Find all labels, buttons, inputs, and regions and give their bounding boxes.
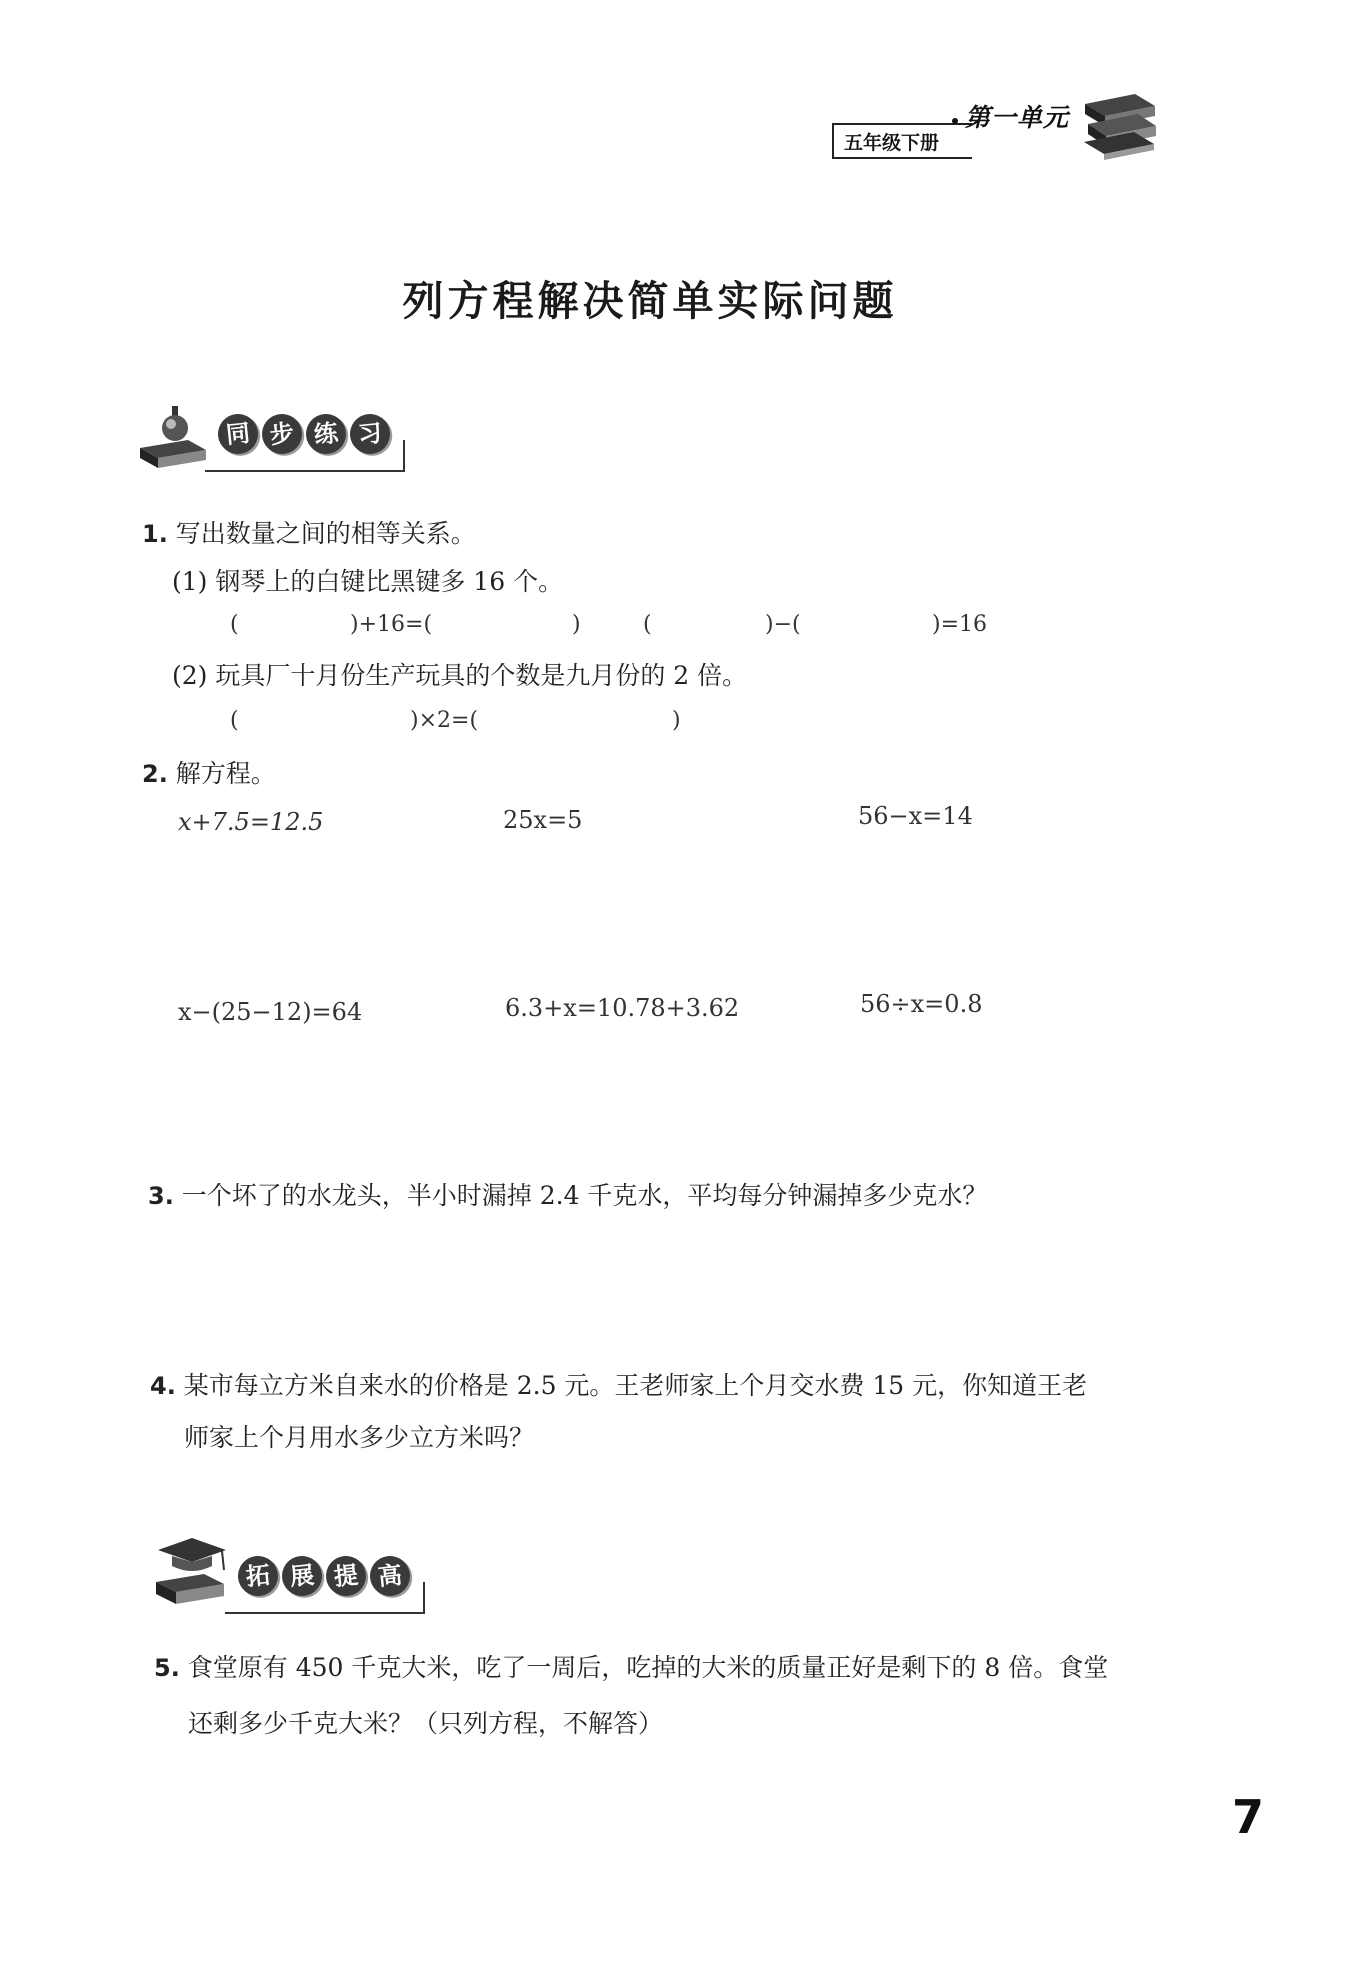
equation-3: 56−x=14 — [858, 802, 973, 830]
header-dot — [952, 118, 958, 124]
sync-practice-banner — [218, 414, 394, 468]
q1-eq-a-open: ( — [230, 612, 239, 637]
books-icon — [1080, 92, 1160, 166]
q5-line-2: 还剩多少千克大米？（只列方程，不解答） — [188, 1709, 664, 1738]
q1-part-2: (2) 玩具厂十月份生产玩具的个数是九月份的 2 倍。 — [172, 661, 748, 690]
equation-6: 56÷x=0.8 — [860, 990, 983, 1018]
grade-label: 五年级下册 — [832, 123, 972, 159]
q4-number: 4. — [150, 1372, 176, 1400]
extend-char-1: 拓 — [236, 1554, 280, 1598]
q1-eq-a-close: ) — [572, 612, 581, 637]
extension-banner — [238, 1556, 414, 1610]
q2-text: 解方程。 — [175, 759, 276, 788]
unit-label: 第一单元 — [965, 103, 1070, 132]
equation-1: x+7.5=12.5 — [178, 808, 324, 836]
question-3 — [148, 1180, 987, 1213]
sync-char-3: 练 — [304, 412, 348, 456]
q1-eq-c-open: ( — [230, 708, 239, 733]
question-1 — [142, 518, 476, 551]
q4-line-2: 师家上个月用水多少立方米吗？ — [184, 1423, 535, 1452]
sync-char-1: 同 — [216, 412, 260, 456]
q1-eq-b-close: )=16 — [932, 612, 988, 637]
q5-line-1: 食堂原有 450 千克大米，吃了一周后，吃掉的大米的质量正好是剩下的 8 倍。食堂 — [187, 1653, 1109, 1682]
equation-5: 6.3+x=10.78+3.62 — [505, 994, 740, 1022]
graduation-cap-icon — [152, 1536, 232, 1612]
equation-4: x−(25−12)=64 — [178, 998, 363, 1026]
page-title: 列方程解决简单实际问题 — [402, 277, 898, 325]
extension-banner-underline — [225, 1612, 425, 1614]
question-4 — [150, 1370, 1087, 1403]
page-number: 7 — [1232, 1790, 1265, 1844]
q1-eq-b-open: ( — [643, 612, 652, 637]
sync-char-2: 步 — [260, 412, 304, 456]
question-5 — [154, 1652, 1108, 1685]
q4-line-1: 某市每立方米自来水的价格是 2.5 元。王老师家上个月交水费 15 元，你知道王老 — [183, 1371, 1088, 1400]
q3-text: 一个坏了的水龙头，半小时漏掉 2.4 千克水，平均每分钟漏掉多少克水？ — [181, 1181, 988, 1210]
extend-char-3: 提 — [324, 1554, 368, 1598]
sync-practice-icon — [138, 404, 210, 480]
sync-banner-underline — [205, 470, 405, 472]
q2-number: 2. — [142, 760, 168, 788]
q1-eq-a-mid: )+16=( — [350, 612, 433, 637]
sync-char-4: 习 — [348, 412, 392, 456]
sync-banner-edge — [403, 440, 405, 470]
q1-eq-c-close: ) — [672, 708, 681, 733]
q5-number: 5. — [154, 1654, 180, 1682]
extend-char-4: 高 — [368, 1554, 412, 1598]
q1-eq-b-mid: )−( — [765, 612, 801, 637]
q1-eq-c-mid: )×2=( — [410, 708, 479, 733]
question-2 — [142, 758, 276, 791]
extend-char-2: 展 — [280, 1554, 324, 1598]
q1-text: 写出数量之间的相等关系。 — [175, 519, 476, 548]
q1-number: 1. — [142, 520, 168, 548]
equation-2: 25x=5 — [503, 806, 583, 834]
q3-number: 3. — [148, 1182, 174, 1210]
extension-banner-edge — [423, 1582, 425, 1612]
q1-part-1: (1) 钢琴上的白键比黑键多 16 个。 — [172, 567, 564, 596]
